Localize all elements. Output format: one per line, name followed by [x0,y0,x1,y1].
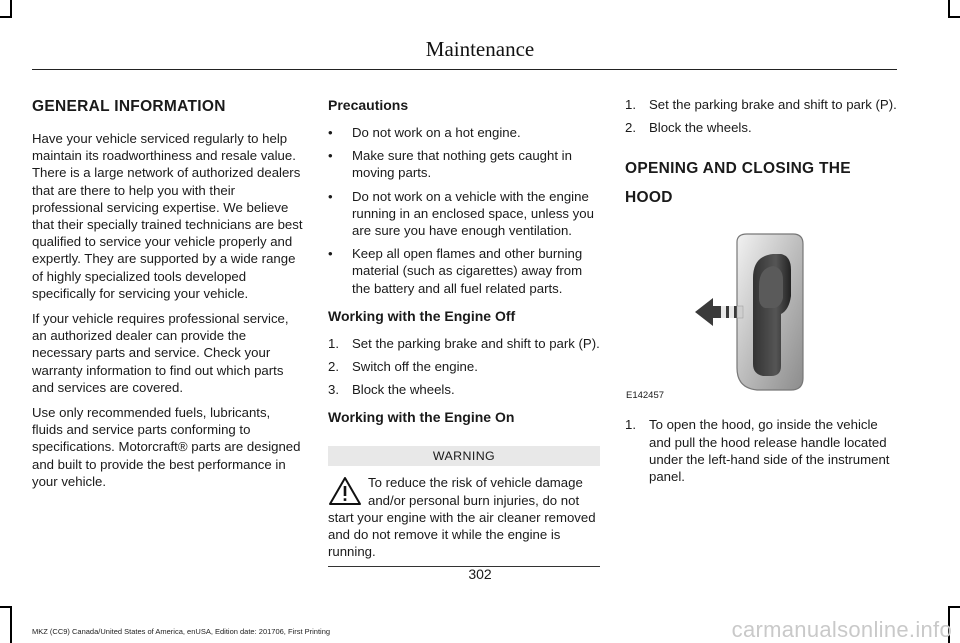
crop-mark [10,606,12,643]
step-text: To open the hood, go inside the vehicle and pull the hood release handle located under the left-hand side of the instrument panel. [649,417,890,485]
bullet: • [328,125,333,140]
list-item [625,416,897,485]
step-number: 1. [625,97,636,112]
paragraph: If your vehicle requires professional service, an authorized dealer can provide the necessary parts and service. Check your warranty information to find out which parts and services are covered. [32,311,289,395]
warning-box [328,474,600,567]
column-general-information [32,96,304,498]
figure-code: E142457 [626,390,665,402]
crop-mark [948,16,960,18]
hood-heading-line: OPENING AND CLOSING THE [625,160,851,178]
paragraph: Use only recommended fuels, lubricants, fluids and service parts conforming to specifications. Motorcraft® parts are designed and built to provide the best performance in your vehicle. [32,405,301,489]
bullet: • [328,246,333,262]
crop-mark [0,16,12,18]
list-item [328,147,600,181]
list-item [328,358,600,375]
step-number: 1. [625,417,636,433]
paragraph: Have your vehicle serviced regularly to help maintain its roadworthiness and resale value. There is a large network of authorized dealers that are there to help you with their professional servicing expertise. We believe that their specially trained technicians are best qualified to service your vehicle properly and expertly. They are supported by a wide range of highly specialized tools developed specifically for servicing your vehicle. [32,131,303,301]
warning-text: To reduce the risk of vehicle damage and/or personal burn injuries, do not start your engine with the air cleaner removed and do not remove it while the engine is running. [328,475,596,560]
page-number: 302 [468,566,492,582]
bullet: • [328,148,333,164]
step-text: Block the wheels. [649,120,752,136]
list-item [328,124,600,141]
crop-mark [0,606,12,608]
list-item-text: Do not work on a vehicle with the engine running in an enclosed space, unless you are sure you have enough ventilation. [352,188,594,239]
page-title: Maintenance [425,37,535,61]
hood-release-handle-illustration [625,226,897,404]
list-item [328,245,600,297]
hood-heading-line: HOOD [625,189,673,207]
list-item [328,381,600,398]
list-item [625,119,897,136]
list-item [328,335,600,352]
column-hood [625,96,897,495]
step-text: Block the wheels. [352,382,455,398]
hood-release-figure [625,226,897,404]
warning-triangle-icon [328,476,362,506]
header-divider [32,69,897,70]
bullet: • [328,188,333,204]
list-item-text: Do not work on a hot engine. [352,125,521,140]
step-number: 2. [328,359,339,375]
step-number: 3. [328,382,339,398]
precautions-list [328,124,600,297]
list-item [328,188,600,240]
hood-heading [625,154,897,212]
engine-on-steps [625,96,897,136]
footer-edition-info: MKZ (CC9) Canada/United States of America, enUSA, Edition date: 201706, First Printing [32,627,331,636]
step-number: 2. [625,120,636,136]
list-item-text: Make sure that nothing gets caught in moving parts. [352,148,572,181]
hood-steps [625,416,897,485]
general-information-heading: GENERAL INFORMATION [32,98,226,115]
column-precautions [328,96,600,567]
watermark: carmanualsonline.info [731,617,952,642]
crop-mark [948,606,960,608]
engine-off-steps [328,335,600,399]
step-text: Set the parking brake and shift to park (P). [352,335,600,351]
step-text: Switch off the engine. [352,359,478,375]
warning-label: WARNING [328,446,600,466]
step-text: Set the parking brake and shift to park (P). [649,97,897,112]
engine-on-heading: Working with the Engine On [328,409,515,426]
engine-off-heading: Working with the Engine Off [328,307,516,324]
list-item-text: Keep all open flames and other burning material (such as cigarettes) away from the battery and all fuel related parts. [352,246,583,296]
list-item [625,96,897,113]
precautions-heading: Precautions [328,97,409,113]
step-number: 1. [328,335,339,351]
